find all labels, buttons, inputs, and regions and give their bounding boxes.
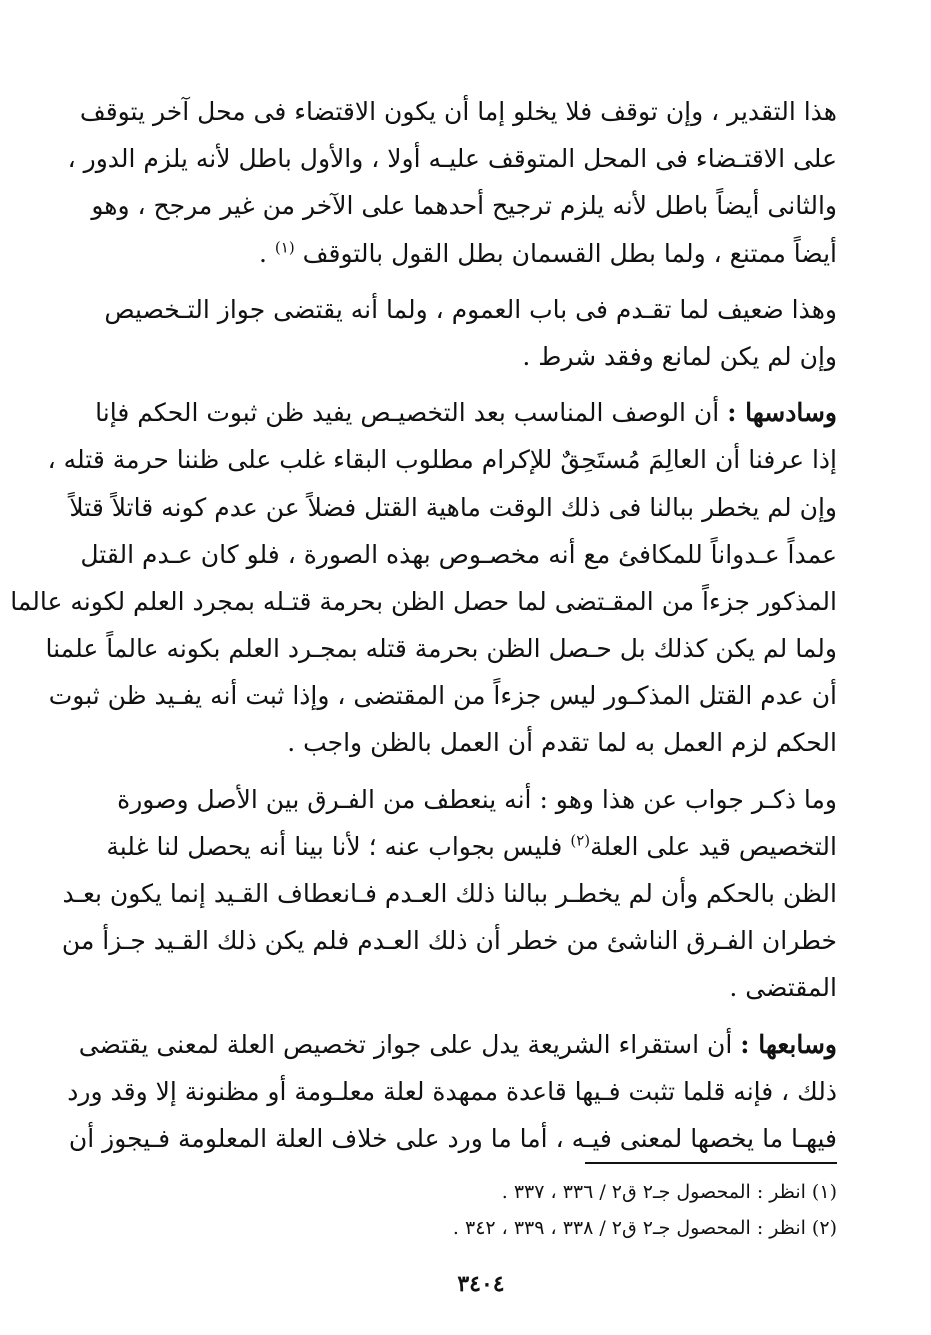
paragraph-line-first bbox=[95, 389, 837, 436]
paragraph-line-last: الحكم لزم العمل به لما تقدم أن العمل بالظن واجب . bbox=[287, 728, 837, 758]
paragraph-line: عمداً عـدواناً للمكافئ مع أنه مخصـوص بهذه الصورة ، فلو كان عـدم القتل bbox=[80, 539, 837, 569]
paragraph-line-last bbox=[125, 230, 837, 277]
footnotes bbox=[125, 1174, 837, 1246]
paragraph-lead: وسادسها : bbox=[727, 398, 837, 428]
paragraph-line-with-footnote bbox=[106, 823, 837, 870]
paragraph-line: ذلك ، فإنه قلما تثبت فـيها قاعدة ممهدة لعلة معلـومة أو مظنونة إلا وقد ورد bbox=[67, 1076, 837, 1106]
paragraph-line: المذكور جزءاً من المقـتضى لما حصل الظن بحرمة قتـله بمجرد العلم لكونه عالما bbox=[10, 586, 837, 616]
paragraph-line-last: وإن لم يكن لمانع وفقد شرط . bbox=[522, 341, 837, 371]
footnote-marker: (١) bbox=[274, 238, 295, 257]
paragraph-line: خطران الفـرق الناشئ من خطر أن ذلك العـدم فلم يكن ذلك القـيد جـزأ من bbox=[61, 926, 837, 956]
paragraph-line: إذا عرفنا أن العالِمَ مُستَحِقٌ للإكرام مطلوب البقاء غلب على ظننا حرمة قتله ، bbox=[47, 445, 837, 475]
paragraph-line: ولما لم يكن كذلك بل حـصل الظن بحرمة قتله بمجـرد العلم بكونه عالماً علمنا bbox=[45, 634, 837, 664]
footnote-1: (١) انظر : المحصول جـ٢ ق٢ / ٣٣٦ ، ٣٣٧ . bbox=[501, 1181, 837, 1203]
paragraph-2 bbox=[104, 286, 837, 380]
paragraph-line: فيهـا ما يخصها لمعنى فيـه ، أما ما ورد على خلاف العلة المعلومة فـيجوز أن bbox=[68, 1123, 837, 1153]
paragraph-5 bbox=[67, 1021, 837, 1163]
line-text: التخصيص قيد على العلة bbox=[590, 831, 837, 861]
paragraph-4 bbox=[61, 776, 837, 1012]
document-page bbox=[10, 88, 837, 1318]
paragraph-line: وما ذكـر جواب عن هذا وهو : أنه ينعطف من الفـرق بين الأصل وصورة bbox=[117, 784, 837, 814]
paragraph-line: والثانى أيضاً باطل لأنه يلزم ترجيح أحدهما على الآخر من غير مرجح ، وهو bbox=[91, 191, 837, 221]
paragraph-line: وإن لم يخطر ببالنا فى ذلك الوقت ماهية القتل فضلاً عن عدم كونه قاتلاً قتلاً bbox=[69, 492, 837, 522]
paragraph-line: الظن بالحكم وأن لم يخطـر ببالنا ذلك العـدم فـانعطاف القـيد إنما يكون بعـد bbox=[62, 879, 837, 908]
paragraph-line: أن عدم القتل المذكـور ليس جزءاً من المقتضى ، وإذا ثبت أنه يفـيد ظن ثبوت bbox=[48, 681, 837, 711]
paragraph-3 bbox=[10, 389, 837, 767]
paragraph-line-first bbox=[78, 1021, 837, 1068]
line-text: أيضاً ممتنع ، ولما بطل القسمان بطل القول بالتوقف bbox=[302, 238, 837, 268]
paragraph-line: وهذا ضعيف لما تقـدم فى باب العموم ، ولما أنه يقتضى جواز التـخصيص bbox=[104, 294, 837, 324]
page-number: ٣٤٠٤ bbox=[457, 1271, 505, 1297]
line-text: أن الوصف المناسب بعد التخصيـص يفيد ظن ثبوت الحكم فإنا bbox=[95, 398, 720, 428]
paragraph-line-last: المقتضى . bbox=[729, 973, 837, 1003]
paragraph-line: على الاقتـضاء فى المحل المتوقف عليـه أولا ، والأول باطل لأنه يلزم الدور ، bbox=[67, 144, 837, 174]
paragraph-lead: وسابعها : bbox=[740, 1029, 837, 1059]
line-tail: . bbox=[259, 238, 267, 268]
footnote-separator bbox=[585, 1162, 837, 1164]
paragraph-1 bbox=[67, 88, 837, 277]
footnote-marker: (٢) bbox=[570, 831, 591, 850]
footnote-2: (٢) انظر : المحصول جـ٢ ق٢ / ٣٣٨ ، ٣٣٩ ، ٣٤٢ . bbox=[452, 1217, 837, 1239]
line-text: أن استقراء الشريعة يدل على جواز تخصيص العلة لمعنى يقتضى bbox=[78, 1029, 733, 1059]
paragraph-line: هذا التقدير ، وإن توقف فلا يخلو إما أن يكون الاقتضاء فى محل آخر يتوقف bbox=[79, 97, 837, 126]
line-text: فليس بجواب عنه ؛ لأنا بينا أنه يحصل لنا غلبة bbox=[106, 831, 563, 861]
